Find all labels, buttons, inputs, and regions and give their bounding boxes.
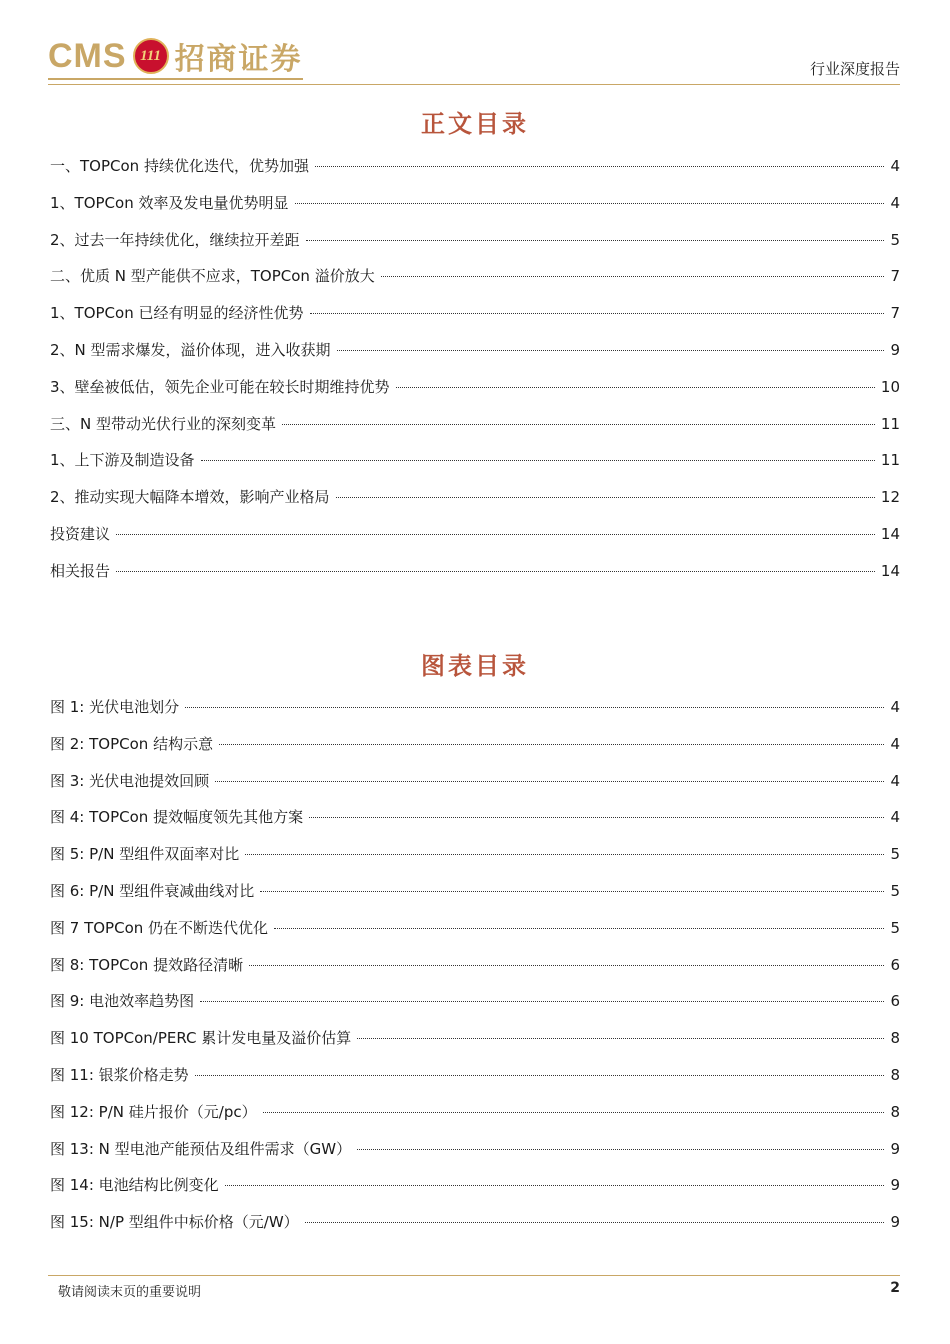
toc-dot-leader — [200, 1001, 884, 1002]
toc-dot-leader — [282, 424, 875, 425]
toc-dot-leader — [195, 1075, 885, 1076]
toc-entry[interactable] — [50, 193, 900, 230]
toc-entry[interactable] — [50, 1212, 900, 1249]
toc-entry[interactable] — [50, 991, 900, 1028]
toc-entry-title: 2、过去一年持续优化，继续拉开差距 — [50, 230, 300, 249]
toc-entry[interactable] — [50, 955, 900, 992]
toc-entry[interactable] — [50, 487, 900, 524]
toc-entry-title: 图 1: 光伏电池划分 — [50, 698, 180, 716]
toc-entry[interactable] — [50, 340, 900, 377]
toc-entry[interactable] — [50, 881, 900, 918]
toc-entry[interactable] — [50, 1028, 900, 1065]
toc-entry-page: 5 — [890, 845, 900, 864]
toc-dot-leader — [309, 817, 884, 818]
toc-entry[interactable] — [50, 697, 900, 734]
logo-emblem-text: 111 — [140, 47, 161, 64]
toc-entry[interactable] — [50, 1065, 900, 1102]
toc-entry-page: 4 — [890, 734, 900, 753]
toc-entry-page: 8 — [890, 1065, 900, 1084]
toc-entry-page: 7 — [890, 267, 900, 286]
toc-entry-title: 图 12: P/N 硅片报价（元/pc） — [50, 1102, 257, 1121]
toc-entry-title: 图 4: TOPCon 提效幅度领先其他方案 — [50, 808, 304, 827]
logo-cms-text: CMS — [48, 36, 127, 75]
toc-entry-page: 6 — [890, 955, 900, 974]
footer-disclaimer: 敬请阅读末页的重要说明 — [58, 1285, 202, 1300]
toc-entry[interactable] — [50, 230, 900, 267]
toc-entry-page: 9 — [890, 1213, 900, 1232]
toc-dot-leader — [306, 240, 885, 241]
logo-underline — [48, 78, 303, 80]
toc-entry-page: 5 — [890, 881, 900, 900]
figure-toc-title: 图表目录 — [421, 651, 529, 680]
toc-entry-page: 12 — [880, 488, 900, 507]
report-type-label: 行业深度报告 — [809, 60, 900, 78]
toc-entry-title: 图 6: P/N 型组件衰减曲线对比 — [50, 881, 255, 900]
toc-dot-leader — [357, 1038, 884, 1039]
toc-dot-leader — [260, 891, 884, 892]
toc-entry-page: 14 — [880, 524, 900, 543]
toc-entry-title: 图 3: 光伏电池提效回顾 — [50, 771, 210, 790]
toc-entry-page: 10 — [880, 377, 900, 396]
toc-entry-title: 图 2: TOPCon 结构示意 — [50, 734, 214, 753]
toc-entry-page: 6 — [890, 992, 900, 1011]
toc-entry-title: 3、壁垒被低估，领先企业可能在较长时期维持优势 — [50, 377, 390, 396]
toc-entry[interactable] — [50, 771, 900, 808]
toc-dot-leader — [337, 350, 885, 351]
toc-dot-leader — [274, 928, 884, 929]
toc-entry-title: 1、上下游及制造设备 — [50, 451, 195, 470]
cms-logo — [48, 34, 303, 78]
toc-dot-leader — [357, 1149, 884, 1150]
toc-dot-leader — [310, 313, 885, 314]
toc-entry-page: 4 — [890, 808, 900, 827]
toc-entry[interactable] — [50, 414, 900, 451]
main-toc-list — [50, 156, 900, 598]
main-toc-title: 正文目录 — [421, 109, 529, 138]
toc-entry-title: 图 9: 电池效率趋势图 — [50, 992, 195, 1011]
toc-entry-title: 图 15: N/P 型组件中标价格（元/W） — [50, 1213, 299, 1232]
toc-dot-leader — [295, 203, 885, 204]
toc-entry-title: 图 13: N 型电池产能预估及组件需求（GW） — [50, 1139, 352, 1158]
toc-dot-leader — [201, 460, 875, 461]
toc-entry-page: 4 — [890, 698, 900, 716]
toc-dot-leader — [305, 1222, 885, 1223]
toc-dot-leader — [225, 1185, 885, 1186]
toc-entry[interactable] — [50, 524, 900, 561]
toc-entry-page: 14 — [880, 561, 900, 580]
page-header — [48, 28, 900, 84]
toc-entry-page: 8 — [890, 1102, 900, 1121]
toc-dot-leader — [215, 781, 884, 782]
toc-entry-title: 图 8: TOPCon 提效路径清晰 — [50, 955, 244, 974]
toc-entry-page: 5 — [890, 918, 900, 937]
toc-entry-page: 9 — [890, 340, 900, 359]
toc-entry-title: 图 11: 银浆价格走势 — [50, 1065, 189, 1084]
toc-entry-page: 4 — [890, 157, 900, 175]
toc-entry[interactable] — [50, 303, 900, 340]
toc-entry-title: 1、TOPCon 效率及发电量优势明显 — [50, 193, 289, 212]
toc-dot-leader — [116, 534, 875, 535]
toc-entry-page: 8 — [890, 1029, 900, 1048]
header-divider — [48, 84, 900, 85]
toc-dot-leader — [263, 1112, 885, 1113]
toc-entry-title: 三、N 型带动光伏行业的深刻变革 — [50, 414, 276, 433]
page-number: 2 — [890, 1280, 900, 1296]
toc-entry[interactable] — [50, 807, 900, 844]
toc-dot-leader — [245, 854, 884, 855]
toc-dot-leader — [315, 166, 885, 167]
toc-entry-title: 图 7 TOPCon 仍在不断迭代优化 — [50, 918, 269, 937]
toc-entry-title: 图 5: P/N 型组件双面率对比 — [50, 845, 240, 864]
toc-entry[interactable] — [50, 266, 900, 303]
toc-dot-leader — [249, 965, 884, 966]
footer-divider — [48, 1275, 900, 1276]
toc-entry-title: 2、N 型需求爆发，溢价体现，进入收获期 — [50, 340, 331, 359]
toc-entry-page: 4 — [890, 771, 900, 790]
toc-entry-page: 7 — [890, 304, 900, 323]
toc-entry-page: 5 — [890, 230, 900, 249]
toc-entry[interactable] — [50, 450, 900, 487]
toc-entry-title: 投资建议 — [50, 524, 111, 543]
toc-entry[interactable] — [50, 1102, 900, 1139]
toc-entry-title: 一、TOPCon 持续优化迭代，优势加强 — [50, 157, 309, 175]
toc-dot-leader — [185, 707, 884, 708]
toc-dot-leader — [396, 387, 875, 388]
toc-dot-leader — [219, 744, 884, 745]
toc-entry[interactable] — [50, 377, 900, 414]
figure-toc-list — [50, 697, 900, 1249]
toc-entry[interactable] — [50, 1139, 900, 1176]
toc-entry-page: 11 — [880, 451, 900, 470]
toc-entry-page: 11 — [880, 414, 900, 433]
logo-chinese-text: 招商证券 — [174, 42, 303, 77]
toc-entry-title: 二、优质 N 型产能供不应求，TOPCon 溢价放大 — [50, 267, 375, 286]
toc-dot-leader — [381, 276, 885, 277]
toc-entry[interactable] — [50, 156, 900, 193]
toc-entry-page: 9 — [890, 1139, 900, 1158]
toc-entry[interactable] — [50, 1175, 900, 1212]
toc-entry-title: 相关报告 — [50, 561, 111, 580]
logo-emblem-icon — [133, 38, 169, 74]
toc-entry-title: 图 10 TOPCon/PERC 累计发电量及溢价估算 — [50, 1029, 352, 1048]
toc-dot-leader — [336, 497, 875, 498]
toc-entry-page: 4 — [890, 193, 900, 212]
toc-entry[interactable] — [50, 844, 900, 881]
toc-dot-leader — [116, 571, 875, 572]
toc-entry-title: 2、推动实现大幅降本增效，影响产业格局 — [50, 488, 330, 507]
toc-entry[interactable] — [50, 734, 900, 771]
toc-entry-page: 9 — [890, 1176, 900, 1195]
toc-entry-title: 1、TOPCon 已经有明显的经济性优势 — [50, 304, 304, 323]
toc-entry[interactable] — [50, 918, 900, 955]
toc-entry[interactable] — [50, 561, 900, 598]
toc-entry-title: 图 14: 电池结构比例变化 — [50, 1176, 219, 1195]
